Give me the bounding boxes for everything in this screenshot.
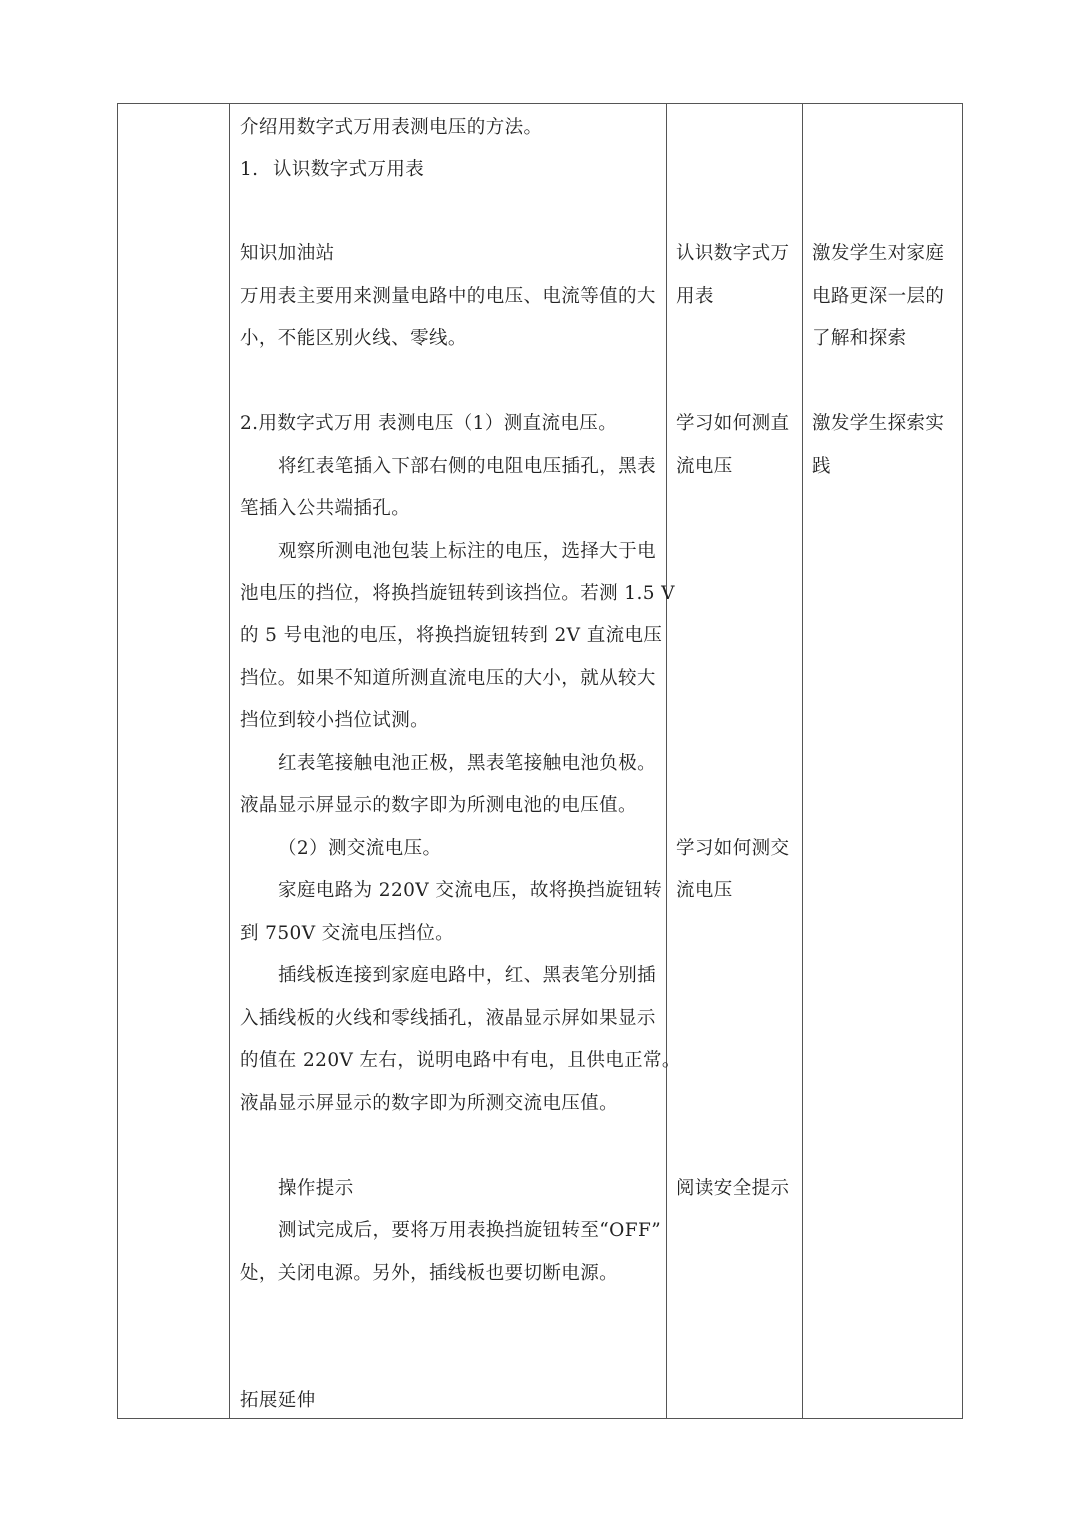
operation-tip-title: 操作提示 (278, 1178, 354, 1199)
paragraph-line: 池电压的挡位，将换挡旋钮转到该挡位。若测 1.5 V (240, 583, 675, 604)
activity-text-line: 阅读安全提示 (676, 1178, 790, 1199)
activity-text-line: 用表 (676, 286, 714, 307)
intent-text-line: 践 (812, 456, 831, 477)
content-column (229, 104, 681, 1418)
paragraph-line: 的 5 号电池的电压，将换挡旋钮转到 2V 直流电压 (240, 625, 663, 646)
intent-text-line: 了解和探索 (812, 328, 907, 349)
paragraph-line: 家庭电路为 220V 交流电压，故将换挡旋钮转 (278, 880, 663, 901)
tip-text-line: 万用表主要用来测量电路中的电压、电流等值的大 (240, 286, 656, 307)
stage-column (118, 104, 229, 1418)
paragraph-line: 笔插入公共端插孔。 (240, 498, 411, 519)
activity-text-line: 流电压 (676, 880, 733, 901)
section1-number: 1. (240, 159, 259, 180)
paragraph-line: 插线板连接到家庭电路中，红、黑表笔分别插 (278, 965, 657, 986)
lesson-plan-table (117, 103, 963, 1419)
paragraph-line: 入插线板的火线和零线插孔，液晶显示屏如果显示 (240, 1008, 656, 1029)
paragraph-line: 测试完成后，要将万用表换挡旋钮转至“OFF” (278, 1220, 662, 1241)
paragraph-line: 将红表笔插入下部右侧的电阻电压插孔，黑表 (278, 456, 657, 477)
tip-title: 知识加油站 (240, 243, 335, 264)
paragraph-line: 红表笔接触电池正极，黑表笔接触电池负极。 (278, 753, 657, 774)
intent-text-line: 激发学生对家庭 (812, 243, 945, 264)
activity-text-line: 学习如何测交 (676, 838, 790, 859)
paragraph-line: 到 750V 交流电压挡位。 (240, 923, 455, 944)
intent-text-line: 激发学生探索实 (812, 413, 945, 434)
paragraph-line: 的值在 220V 左右，说明电路中有电，且供电正常。 (240, 1050, 681, 1071)
paragraph-line: 液晶显示屏显示的数字即为所测电池的电压值。 (240, 795, 637, 816)
paragraph-line: 观察所测电池包装上标注的电压，选择大于电 (278, 541, 657, 562)
intent-column (802, 104, 962, 1418)
section2-title: 2.用数字式万用 表测电压（1）测直流电压。 (240, 413, 618, 434)
extension-title: 拓展延伸 (240, 1390, 316, 1411)
paragraph-line: 挡位到较小挡位试测。 (240, 710, 430, 731)
tip-text-line: 小，不能区别火线、零线。 (240, 328, 467, 349)
paragraph-line: 挡位。如果不知道所测直流电压的大小，就从较大 (240, 668, 656, 689)
intro-text: 介绍用数字式万用表测电压的方法。 (240, 117, 543, 138)
ac-title: （2）测交流电压。 (278, 838, 442, 859)
section1-title: 认识数字式万用表 (273, 159, 425, 180)
activity-text-line: 学习如何测直 (676, 413, 790, 434)
intent-text-line: 电路更深一层的 (812, 286, 945, 307)
activity-column (666, 104, 802, 1418)
activity-text-line: 认识数字式万 (676, 243, 790, 264)
activity-text-line: 流电压 (676, 456, 733, 477)
paragraph-line: 液晶显示屏显示的数字即为所测交流电压值。 (240, 1093, 619, 1114)
paragraph-line: 处，关闭电源。另外，插线板也要切断电源。 (240, 1263, 619, 1284)
